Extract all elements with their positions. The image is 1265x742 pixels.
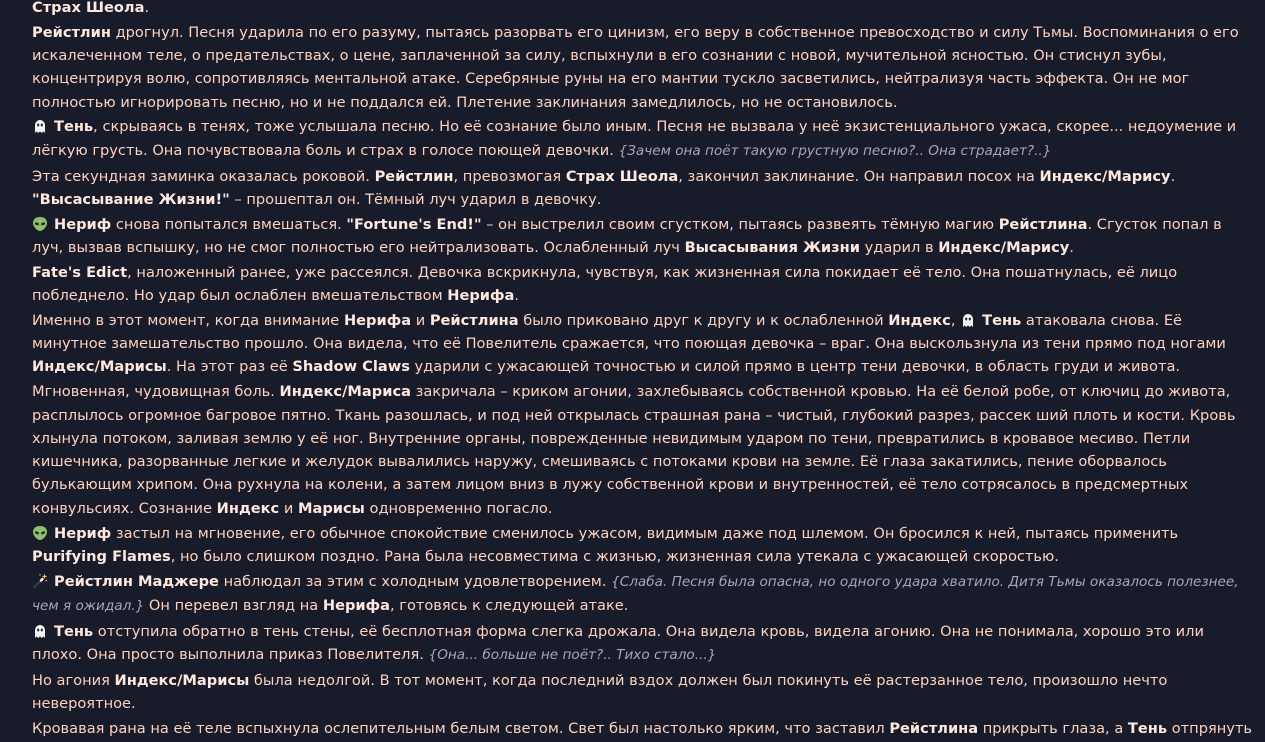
spell-name: "Высасывание Жизни!" — [32, 190, 230, 208]
paragraph — [32, 115, 1254, 163]
inner-thought: {Зачем она поёт такую грустную песню?.. Она страдает?..} — [618, 142, 1052, 159]
character-name: Индекс — [888, 311, 951, 329]
inner-thought: {Слаба. Песня была опасна, но одного удара хватило. Дитя Тьмы оказалось полезнее, чем я ожидал.} — [32, 573, 1239, 614]
character-name: Индекс/Марисы — [32, 358, 167, 376]
text: Именно в этот момент, когда внимание — [32, 311, 344, 329]
character-name: Тень — [54, 118, 94, 136]
character-name: Рейстлин — [32, 23, 111, 41]
paragraph — [32, 522, 1254, 569]
text: – он выстрелил своим сгустком, пытаясь развеять тёмную магию — [481, 215, 999, 233]
text: снова попытался вмешаться. — [111, 215, 347, 233]
text: – прошептал он. Тёмный луч ударил в девочку. — [229, 190, 602, 208]
text: Он перевел взгляд на — [144, 596, 323, 614]
text: ударил в — [859, 238, 939, 256]
ghost-icon — [32, 623, 49, 638]
text: . На этот раз её — [166, 358, 293, 376]
text: Кровавая рана на её теле вспыхнула ослепительным белым светом. Свет был настолько ярким, что заставил — [32, 719, 890, 737]
paragraph — [32, 717, 1254, 740]
character-name: Рейстлина — [998, 215, 1088, 233]
paragraph — [32, 570, 1254, 619]
character-name: Индекс/Марису — [1039, 167, 1171, 185]
text: закричала – криком агонии, захлебываясь собственной кровью. На её белой робе, от ключиц до живота, расплылось огромное багровое пятно. Ткань разошлась, и под ней открылась страшная рана – чистый, глубокий разрез, рассек ший плоть и кости. Кровь хлынула потоком, заливая землю у её ног. Внутренние органы, поврежденные невидимым ударом по тени, превратились в кровавое месиво. Петли кишечника, разорванные легкие и желудок вывалились наружу, смешиваясь с потоками крови на земле. Её глаза закатились, пение оборвалось булькающим хрипом. Она рухнула на колени, а затем лицом вниз в лужу собственной крови и внутренностей, её тело сотрясалось в предсмертных конвульсиях. Сознание — [32, 383, 1236, 517]
text: . — [514, 287, 519, 305]
chat-message-body — [32, 0, 1254, 742]
paragraph — [32, 213, 1254, 260]
character-name: Нерифа — [343, 311, 412, 329]
text: ударили с ужасающей точностью и силой прямо в центр тени девочки, в область груди и живота. — [409, 358, 1181, 376]
text: отступила обратно в тень стены, её бесплотная форма слегка дрожала. Она видела кровь, видела агонию. Она не понимала, хорошо это или плохо. Она просто выполнила приказ Повелителя. — [32, 622, 1204, 664]
text: Но агония — [32, 671, 115, 689]
text: атаковала снова. Её минутное замешательство прошло. Она видела, что её Повелитель сражается, что поющая девочка – враг. Она выскользнула из тени прямо под ногами — [32, 311, 1226, 353]
magic-wand-icon — [32, 573, 49, 588]
text: , готовясь к следующей атаке. — [390, 596, 629, 614]
character-name: Тень — [982, 311, 1022, 329]
text: . — [144, 0, 150, 16]
character-name: Рейстлина — [889, 719, 979, 737]
paragraph — [32, 380, 1254, 520]
paragraph — [32, 165, 1254, 212]
text: застыл на мгновение, его обычное спокойствие сменилось ужасом, видимым даже под шлемом. Он бросился к ней, пытаясь применить — [111, 524, 1179, 542]
character-name: Нерифа — [447, 287, 515, 305]
text: и — [411, 311, 430, 329]
text: Эта секундная заминка оказалась роковой. — [32, 167, 375, 185]
text: прикрыть глаза, а — [978, 719, 1128, 737]
emphasis: Страх Шеола — [32, 0, 145, 16]
text: отпрянуть — [1167, 719, 1253, 737]
character-name: Марисы — [297, 499, 365, 517]
character-name: Рейстлин — [374, 167, 454, 185]
character-name: Нериф — [54, 215, 112, 233]
text: . — [1170, 167, 1176, 185]
spell-name: Страх Шеола — [565, 167, 679, 185]
text: Мгновенная, чудовищная боль. — [32, 383, 280, 401]
spell-name: "Fortune's End!" — [346, 215, 482, 233]
text: одновременно погасло. — [364, 499, 553, 517]
text: было приковано друг к другу и к ослабленной — [518, 311, 889, 329]
text: . Сгусток попал в луч, вызвав вспышку, но не смог полностью его нейтрализовать. Ослабленный луч — [32, 215, 1222, 256]
text: наблюдал за этим с холодным удовлетворением. — [218, 572, 612, 590]
character-name: Индекс/Марисы — [114, 671, 250, 689]
paragraph — [32, 669, 1254, 716]
character-name: Индекс/Марису — [938, 238, 1070, 256]
text: , — [950, 311, 961, 329]
character-name: Тень — [54, 622, 94, 640]
text: . — [1069, 238, 1074, 256]
text: , наложенный ранее, уже рассеялся. Девочка вскрикнула, чувствуя, как жизненная сила покидает её тело. Она пошатнулась, её лицо побледнело. Но удар был ослаблен вмешательством — [32, 263, 1178, 305]
character-name: Индекс — [216, 499, 280, 517]
text: , скрываясь в тенях, тоже услышала песню. Но её сознание было иным. Песня не вызвала у неё экзистенциального ужаса, скорее... недоумение и лёгкую грусть. Она почувствовала боль и страх в голосе поющей девочки. — [32, 118, 1237, 159]
paragraph — [32, 21, 1254, 114]
inner-thought: {Она... больше не поёт?.. Тихо стало...} — [428, 647, 717, 664]
alien-icon — [32, 525, 49, 540]
paragraph — [32, 0, 1254, 19]
ghost-icon — [32, 118, 49, 133]
ghost-icon — [960, 312, 977, 327]
text: была недолгой. В тот момент, когда последний вздох должен был покинуть её растерзанное тело, произошло нечто невероятное. — [32, 671, 1168, 713]
paragraph — [32, 261, 1254, 308]
text: , но было слишком поздно. Рана была несовместима с жизнью, жизненная сила утекала с ужасающей скоростью. — [170, 547, 1059, 565]
character-name: Тень — [1127, 719, 1168, 737]
character-name: Нериф — [54, 524, 112, 542]
character-name: Индекс/Мариса — [279, 383, 411, 401]
alien-icon — [32, 216, 49, 231]
text: , закончил заклинание. Он направил посох на — [678, 167, 1040, 185]
spell-name: Высасывания Жизни — [684, 238, 860, 256]
text: и — [279, 499, 298, 517]
character-name: Рейстлин Маджере — [54, 572, 219, 590]
paragraph — [32, 309, 1254, 379]
character-name: Нерифа — [322, 596, 390, 614]
character-name: Рейстлина — [429, 311, 519, 329]
spell-name: Shadow Claws — [292, 358, 410, 376]
paragraph — [32, 620, 1254, 668]
text: дрогнул. Песня ударила по его разуму, пытаясь разорвать его цинизм, его веру в собственное превосходство и силу Тьмы. Воспоминания о его искалеченном теле, о предательствах, о цене, заплаченной за силу, вспыхнули в его сознании с новой, мучительной ясностью. Он стиснул зубы, концентрируя волю, сопротивляясь ментальной атаке. Серебряные руны на его мантии тускло засветились, нейтрализуя часть эффекта. Он не мог полностью игнорировать песню, но и не поддался ей. Плетение заклинания замедлилось, но не остановилось. — [32, 23, 1239, 111]
text: , превозмогая — [453, 167, 566, 185]
spell-name: Purifying Flames — [32, 547, 171, 565]
spell-name: Fate's Edict — [32, 263, 128, 281]
